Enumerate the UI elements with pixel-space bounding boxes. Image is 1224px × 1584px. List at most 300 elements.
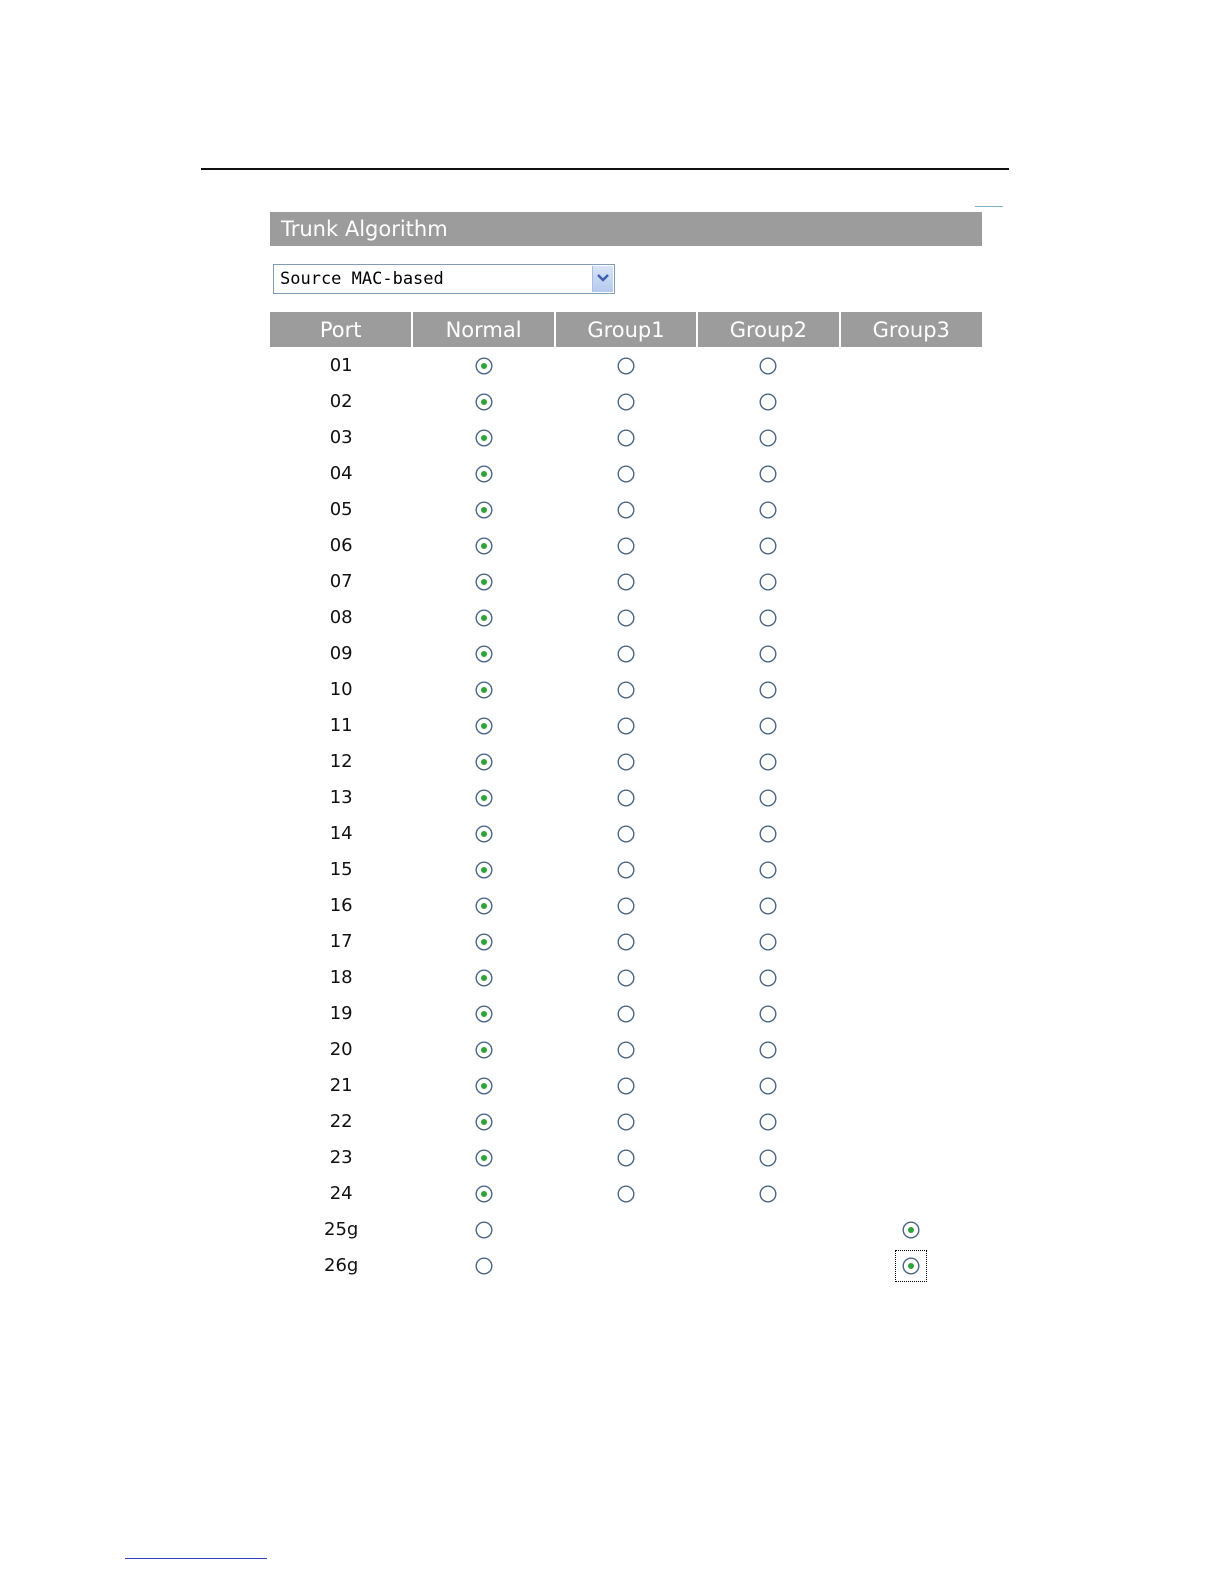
cell-group1	[555, 1211, 697, 1247]
radio-unselected-icon	[617, 573, 635, 591]
header-group2: Group2	[697, 312, 839, 347]
radio-unselected-icon	[759, 897, 777, 915]
port-label: 09	[329, 642, 353, 664]
cell-group1	[555, 1139, 697, 1175]
cell-group2	[697, 887, 839, 923]
radio-selected-icon	[475, 429, 493, 447]
radio-group2-port-18[interactable]	[759, 969, 777, 987]
radio-normal-port-02[interactable]	[475, 393, 493, 411]
radio-normal-port-03[interactable]	[475, 429, 493, 447]
section-title: Trunk Algorithm	[270, 212, 982, 246]
radio-normal-port-09[interactable]	[475, 645, 493, 663]
cell-group3	[840, 347, 982, 383]
cell-normal	[412, 743, 554, 779]
port-label: 26g	[324, 1254, 359, 1276]
radio-normal-port-15[interactable]	[475, 861, 493, 879]
cell-group2	[697, 527, 839, 563]
cell-group2	[697, 1031, 839, 1067]
cell-group1	[555, 563, 697, 599]
cell-group3	[840, 1175, 982, 1211]
radio-group2-port-22[interactable]	[759, 1113, 777, 1131]
cell-group3	[840, 635, 982, 671]
radio-normal-port-20[interactable]	[475, 1041, 493, 1059]
port-label: 06	[329, 534, 353, 556]
top-divider	[201, 168, 1009, 170]
radio-unselected-icon	[617, 717, 635, 735]
cell-group2	[697, 1247, 839, 1283]
cell-group2	[697, 383, 839, 419]
cell-group1	[555, 851, 697, 887]
cell-normal	[412, 1247, 554, 1283]
cell-group2	[697, 779, 839, 815]
radio-unselected-icon	[759, 1005, 777, 1023]
cell-group3	[840, 1247, 982, 1283]
cell-group2	[697, 635, 839, 671]
radio-unselected-icon	[759, 933, 777, 951]
cell-group2	[697, 671, 839, 707]
port-label: 04	[329, 462, 353, 484]
radio-normal-port-05[interactable]	[475, 501, 493, 519]
radio-unselected-icon	[617, 393, 635, 411]
cell-group2	[697, 1175, 839, 1211]
radio-unselected-icon	[617, 1149, 635, 1167]
port-label: 16	[329, 894, 353, 916]
cell-group2	[697, 707, 839, 743]
radio-normal-port-16[interactable]	[475, 897, 493, 915]
cell-normal	[412, 923, 554, 959]
radio-normal-port-10[interactable]	[475, 681, 493, 699]
radio-unselected-icon	[617, 429, 635, 447]
radio-unselected-icon	[617, 753, 635, 771]
cell-normal	[412, 1067, 554, 1103]
dropdown-button[interactable]	[592, 266, 613, 292]
radio-group1-port-11[interactable]	[617, 717, 635, 735]
radio-unselected-icon	[759, 357, 777, 375]
radio-normal-port-17[interactable]	[475, 933, 493, 951]
cell-group3	[840, 491, 982, 527]
cell-group1	[555, 743, 697, 779]
radio-group1-port-18[interactable]	[617, 969, 635, 987]
radio-group2-port-11[interactable]	[759, 717, 777, 735]
radio-selected-icon	[475, 681, 493, 699]
radio-group2-port-19[interactable]	[759, 1005, 777, 1023]
radio-unselected-icon	[759, 969, 777, 987]
radio-unselected-icon	[759, 1185, 777, 1203]
cell-group3	[840, 1103, 982, 1139]
radio-normal-port-07[interactable]	[475, 573, 493, 591]
cell-normal	[412, 1211, 554, 1247]
port-label: 14	[329, 822, 353, 844]
radio-selected-icon	[475, 753, 493, 771]
radio-unselected-icon	[617, 933, 635, 951]
port-label: 21	[329, 1074, 353, 1096]
port-label: 07	[329, 570, 353, 592]
radio-unselected-icon	[617, 789, 635, 807]
radio-group2-port-09[interactable]	[759, 645, 777, 663]
radio-group1-port-17[interactable]	[617, 933, 635, 951]
radio-selected-icon	[475, 537, 493, 555]
radio-group1-port-15[interactable]	[617, 861, 635, 879]
radio-group2-port-08[interactable]	[759, 609, 777, 627]
radio-unselected-icon	[617, 357, 635, 375]
header-port: Port	[270, 312, 412, 347]
trunk-algorithm-panel	[270, 212, 982, 1283]
cell-group3	[840, 527, 982, 563]
cell-group2	[697, 851, 839, 887]
port-trunk-table	[270, 312, 982, 1283]
radio-selected-icon	[475, 609, 493, 627]
cell-group3	[840, 563, 982, 599]
cell-group1	[555, 1247, 697, 1283]
radio-unselected-icon	[759, 429, 777, 447]
table-row	[270, 1031, 982, 1067]
cell-group1	[555, 1175, 697, 1211]
port-label: 03	[329, 426, 353, 448]
radio-selected-icon	[475, 789, 493, 807]
radio-selected-icon	[475, 1185, 493, 1203]
radio-group2-port-07[interactable]	[759, 573, 777, 591]
radio-group2-port-14[interactable]	[759, 825, 777, 843]
radio-unselected-icon	[759, 645, 777, 663]
table-row	[270, 1067, 982, 1103]
port-label: 08	[329, 606, 353, 628]
radio-unselected-icon	[617, 609, 635, 627]
cell-group3	[840, 779, 982, 815]
cell-group2	[697, 1139, 839, 1175]
radio-selected-icon	[475, 465, 493, 483]
cell-group1	[555, 707, 697, 743]
radio-group1-port-07[interactable]	[617, 573, 635, 591]
table-row	[270, 383, 982, 419]
radio-group2-port-01[interactable]	[759, 357, 777, 375]
radio-unselected-icon	[617, 681, 635, 699]
radio-normal-port-23[interactable]	[475, 1149, 493, 1167]
table-body	[270, 347, 982, 1283]
cell-normal	[412, 599, 554, 635]
cell-normal	[412, 815, 554, 851]
radio-group2-port-21[interactable]	[759, 1077, 777, 1095]
cell-group1	[555, 419, 697, 455]
radio-normal-port-21[interactable]	[475, 1077, 493, 1095]
radio-group1-port-10[interactable]	[617, 681, 635, 699]
cell-normal	[412, 527, 554, 563]
radio-unselected-icon	[759, 717, 777, 735]
cell-group3	[840, 1031, 982, 1067]
algorithm-select-row	[270, 246, 982, 312]
cell-normal	[412, 1031, 554, 1067]
radio-selected-icon	[475, 1077, 493, 1095]
cell-normal	[412, 995, 554, 1031]
radio-unselected-icon	[759, 537, 777, 555]
cell-group3	[840, 995, 982, 1031]
radio-group1-port-09[interactable]	[617, 645, 635, 663]
cell-group2	[697, 1103, 839, 1139]
radio-group2-port-20[interactable]	[759, 1041, 777, 1059]
cell-group3	[840, 1211, 982, 1247]
radio-unselected-icon	[759, 573, 777, 591]
cell-normal	[412, 1139, 554, 1175]
cell-normal	[412, 959, 554, 995]
radio-group1-port-02[interactable]	[617, 393, 635, 411]
radio-unselected-icon	[617, 969, 635, 987]
table-row	[270, 563, 982, 599]
algorithm-select[interactable]	[273, 264, 615, 294]
cell-group2	[697, 491, 839, 527]
table-row	[270, 887, 982, 923]
port-label: 22	[329, 1110, 353, 1132]
cell-group2	[697, 563, 839, 599]
table-row	[270, 707, 982, 743]
radio-unselected-icon	[759, 609, 777, 627]
cell-normal	[412, 635, 554, 671]
cell-group1	[555, 779, 697, 815]
radio-group2-port-15[interactable]	[759, 861, 777, 879]
radio-unselected-icon	[475, 1221, 493, 1239]
radio-normal-port-14[interactable]	[475, 825, 493, 843]
radio-group1-port-04[interactable]	[617, 465, 635, 483]
radio-unselected-icon	[759, 465, 777, 483]
radio-unselected-icon	[759, 1077, 777, 1095]
radio-group1-port-16[interactable]	[617, 897, 635, 915]
cell-group1	[555, 923, 697, 959]
radio-normal-port-25g[interactable]	[475, 1221, 493, 1239]
cell-group2	[697, 1067, 839, 1103]
radio-selected-icon	[902, 1221, 920, 1239]
table-row	[270, 635, 982, 671]
radio-normal-port-12[interactable]	[475, 753, 493, 771]
radio-selected-icon	[475, 501, 493, 519]
radio-group1-port-14[interactable]	[617, 825, 635, 843]
cell-group1	[555, 815, 697, 851]
radio-unselected-icon	[617, 1185, 635, 1203]
cell-group2	[697, 455, 839, 491]
cell-group2	[697, 815, 839, 851]
table-row	[270, 527, 982, 563]
radio-group2-port-24[interactable]	[759, 1185, 777, 1203]
radio-selected-icon	[475, 717, 493, 735]
radio-unselected-icon	[759, 501, 777, 519]
radio-normal-port-26g[interactable]	[475, 1257, 493, 1275]
cell-group1	[555, 383, 697, 419]
table-row	[270, 671, 982, 707]
radio-group2-port-12[interactable]	[759, 753, 777, 771]
radio-normal-port-01[interactable]	[475, 357, 493, 375]
radio-selected-icon	[475, 645, 493, 663]
cell-normal	[412, 347, 554, 383]
radio-group2-port-23[interactable]	[759, 1149, 777, 1167]
radio-group2-port-03[interactable]	[759, 429, 777, 447]
cell-group3	[840, 707, 982, 743]
cell-group1	[555, 671, 697, 707]
radio-group2-port-05[interactable]	[759, 501, 777, 519]
port-label: 15	[329, 858, 353, 880]
cell-group3	[840, 1139, 982, 1175]
radio-group1-port-03[interactable]	[617, 429, 635, 447]
radio-unselected-icon	[617, 1077, 635, 1095]
table-row	[270, 455, 982, 491]
port-label: 01	[329, 354, 353, 376]
table-row	[270, 1139, 982, 1175]
radio-unselected-icon	[759, 861, 777, 879]
radio-group2-port-02[interactable]	[759, 393, 777, 411]
table-row	[270, 851, 982, 887]
radio-group1-port-21[interactable]	[617, 1077, 635, 1095]
radio-unselected-icon	[475, 1257, 493, 1275]
table-row	[270, 1211, 982, 1247]
radio-group3-port-25g[interactable]	[902, 1221, 920, 1239]
footer-link-underline	[125, 1558, 267, 1559]
radio-group1-port-19[interactable]	[617, 1005, 635, 1023]
cell-normal	[412, 851, 554, 887]
cell-group2	[697, 599, 839, 635]
cell-normal	[412, 707, 554, 743]
table-row	[270, 743, 982, 779]
radio-group3-port-26g[interactable]	[902, 1257, 920, 1275]
corner-mark	[975, 206, 1003, 207]
radio-unselected-icon	[617, 1041, 635, 1059]
cell-group3	[840, 455, 982, 491]
radio-group1-port-12[interactable]	[617, 753, 635, 771]
cell-group3	[840, 599, 982, 635]
radio-unselected-icon	[759, 1041, 777, 1059]
radio-group2-port-13[interactable]	[759, 789, 777, 807]
port-label: 17	[329, 930, 353, 952]
port-label: 12	[329, 750, 353, 772]
port-label: 13	[329, 786, 353, 808]
radio-selected-icon	[475, 573, 493, 591]
table-row	[270, 419, 982, 455]
radio-group2-port-17[interactable]	[759, 933, 777, 951]
cell-group2	[697, 995, 839, 1031]
radio-group1-port-13[interactable]	[617, 789, 635, 807]
radio-selected-icon	[475, 825, 493, 843]
radio-unselected-icon	[617, 897, 635, 915]
cell-group2	[697, 959, 839, 995]
table-row	[270, 599, 982, 635]
cell-group3	[840, 851, 982, 887]
cell-group3	[840, 1067, 982, 1103]
table-row	[270, 815, 982, 851]
cell-normal	[412, 1103, 554, 1139]
radio-selected-icon	[475, 897, 493, 915]
table-row	[270, 1175, 982, 1211]
radio-group1-port-01[interactable]	[617, 357, 635, 375]
cell-group1	[555, 599, 697, 635]
cell-group1	[555, 959, 697, 995]
cell-normal	[412, 419, 554, 455]
radio-group2-port-16[interactable]	[759, 897, 777, 915]
radio-unselected-icon	[617, 501, 635, 519]
radio-group1-port-20[interactable]	[617, 1041, 635, 1059]
radio-group1-port-23[interactable]	[617, 1149, 635, 1167]
radio-group2-port-04[interactable]	[759, 465, 777, 483]
cell-group1	[555, 1103, 697, 1139]
radio-selected-icon	[475, 861, 493, 879]
radio-unselected-icon	[617, 537, 635, 555]
radio-unselected-icon	[759, 393, 777, 411]
table-row	[270, 779, 982, 815]
radio-group2-port-10[interactable]	[759, 681, 777, 699]
cell-group1	[555, 887, 697, 923]
radio-group1-port-08[interactable]	[617, 609, 635, 627]
radio-unselected-icon	[759, 753, 777, 771]
radio-selected-icon	[902, 1257, 920, 1275]
radio-normal-port-08[interactable]	[475, 609, 493, 627]
cell-normal	[412, 887, 554, 923]
cell-group3	[840, 671, 982, 707]
cell-group1	[555, 995, 697, 1031]
cell-group1	[555, 1067, 697, 1103]
cell-normal	[412, 383, 554, 419]
table-row	[270, 923, 982, 959]
radio-group1-port-05[interactable]	[617, 501, 635, 519]
port-label: 18	[329, 966, 353, 988]
cell-group2	[697, 1211, 839, 1247]
cell-normal	[412, 1175, 554, 1211]
radio-normal-port-24[interactable]	[475, 1185, 493, 1203]
radio-group1-port-22[interactable]	[617, 1113, 635, 1131]
radio-group2-port-06[interactable]	[759, 537, 777, 555]
radio-normal-port-04[interactable]	[475, 465, 493, 483]
header-group3: Group3	[840, 312, 982, 347]
cell-group1	[555, 1031, 697, 1067]
cell-group1	[555, 347, 697, 383]
port-label: 05	[329, 498, 353, 520]
port-label: 11	[329, 714, 353, 736]
cell-group3	[840, 419, 982, 455]
header-group1: Group1	[555, 312, 697, 347]
radio-selected-icon	[475, 1005, 493, 1023]
radio-unselected-icon	[759, 1113, 777, 1131]
chevron-down-icon	[597, 274, 609, 283]
radio-normal-port-06[interactable]	[475, 537, 493, 555]
radio-normal-port-11[interactable]	[475, 717, 493, 735]
cell-group1	[555, 635, 697, 671]
radio-normal-port-22[interactable]	[475, 1113, 493, 1131]
cell-group3	[840, 383, 982, 419]
cell-group3	[840, 815, 982, 851]
cell-normal	[412, 491, 554, 527]
radio-group1-port-06[interactable]	[617, 537, 635, 555]
cell-group2	[697, 347, 839, 383]
cell-group1	[555, 527, 697, 563]
port-label: 02	[329, 390, 353, 412]
radio-unselected-icon	[617, 1113, 635, 1131]
radio-group1-port-24[interactable]	[617, 1185, 635, 1203]
radio-normal-port-18[interactable]	[475, 969, 493, 987]
cell-group3	[840, 923, 982, 959]
table-row	[270, 347, 982, 383]
table-header-row	[270, 312, 982, 347]
radio-unselected-icon	[617, 825, 635, 843]
port-label: 25g	[324, 1218, 359, 1240]
cell-group2	[697, 923, 839, 959]
cell-group1	[555, 491, 697, 527]
table-row	[270, 959, 982, 995]
radio-unselected-icon	[759, 789, 777, 807]
radio-normal-port-19[interactable]	[475, 1005, 493, 1023]
radio-unselected-icon	[617, 645, 635, 663]
algorithm-select-value: Source MAC-based	[280, 269, 444, 289]
radio-normal-port-13[interactable]	[475, 789, 493, 807]
cell-normal	[412, 779, 554, 815]
radio-unselected-icon	[759, 825, 777, 843]
radio-unselected-icon	[759, 681, 777, 699]
cell-group3	[840, 887, 982, 923]
radio-selected-icon	[475, 1149, 493, 1167]
table-row	[270, 491, 982, 527]
radio-selected-icon	[475, 1041, 493, 1059]
